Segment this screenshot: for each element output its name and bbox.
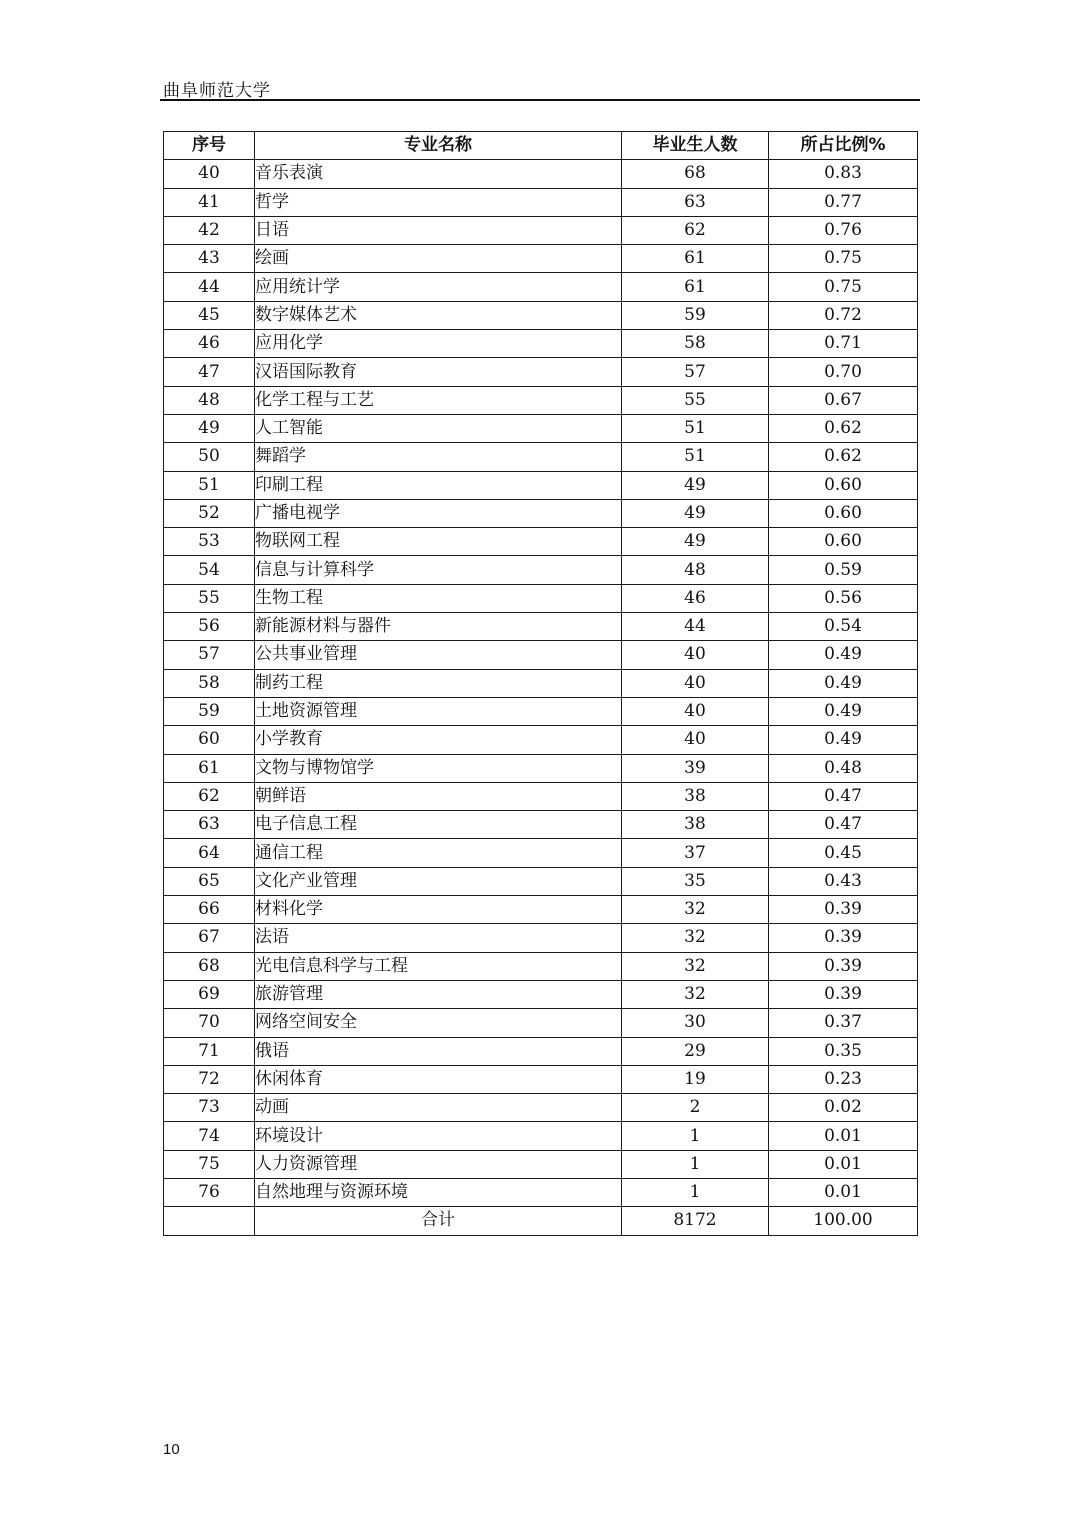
major-name-cell: 光电信息科学与工程 [255,952,622,980]
table-row [164,697,918,725]
major-name-cell: 文物与博物馆学 [255,754,622,782]
percentage-cell: 0.56 [769,584,918,612]
column-header-percent: 所占比例% [769,132,918,160]
row-number-cell: 59 [164,697,255,725]
percentage-cell: 0.67 [769,386,918,414]
row-number-cell: 71 [164,1037,255,1065]
table-row [164,188,918,216]
major-name-cell: 动画 [255,1094,622,1122]
row-number-cell: 73 [164,1094,255,1122]
row-number-cell: 53 [164,528,255,556]
graduate-count-cell: 49 [622,499,769,527]
header-divider [160,99,920,101]
graduate-count-cell: 32 [622,896,769,924]
percentage-cell: 0.76 [769,216,918,244]
table-row [164,499,918,527]
column-header-major: 专业名称 [255,132,622,160]
row-number-cell: 66 [164,896,255,924]
row-number-cell: 60 [164,726,255,754]
table-row [164,641,918,669]
table-row [164,811,918,839]
major-name-cell: 法语 [255,924,622,952]
major-name-cell: 自然地理与资源环境 [255,1178,622,1206]
percentage-cell: 0.62 [769,443,918,471]
major-name-cell: 小学教育 [255,726,622,754]
row-number-cell: 70 [164,1009,255,1037]
percentage-cell: 0.49 [769,697,918,725]
graduate-count-cell: 1 [622,1122,769,1150]
percentage-cell: 0.01 [769,1122,918,1150]
major-name-cell: 制药工程 [255,669,622,697]
graduate-count-cell: 19 [622,1065,769,1093]
table-body [164,160,918,1207]
graduate-count-cell: 1 [622,1150,769,1178]
row-number-cell: 67 [164,924,255,952]
table-row [164,301,918,329]
graduate-count-cell: 35 [622,867,769,895]
graduate-count-cell: 51 [622,414,769,442]
major-name-cell: 环境设计 [255,1122,622,1150]
table-row [164,273,918,301]
total-count: 8172 [622,1207,769,1235]
row-number-cell: 76 [164,1178,255,1206]
graduates-table [163,131,918,1236]
major-name-cell: 应用统计学 [255,273,622,301]
page-number: 10 [163,1441,180,1458]
row-number-cell: 64 [164,839,255,867]
graduate-count-cell: 59 [622,301,769,329]
major-name-cell: 音乐表演 [255,160,622,188]
percentage-cell: 0.72 [769,301,918,329]
major-name-cell: 化学工程与工艺 [255,386,622,414]
percentage-cell: 0.39 [769,896,918,924]
row-number-cell: 68 [164,952,255,980]
table-row [164,386,918,414]
table-row [164,216,918,244]
row-number-cell: 54 [164,556,255,584]
major-name-cell: 旅游管理 [255,980,622,1008]
table-row [164,980,918,1008]
percentage-cell: 0.70 [769,358,918,386]
row-number-cell: 41 [164,188,255,216]
graduate-count-cell: 29 [622,1037,769,1065]
row-number-cell: 55 [164,584,255,612]
table-row [164,896,918,924]
graduate-count-cell: 2 [622,1094,769,1122]
percentage-cell: 0.35 [769,1037,918,1065]
major-name-cell: 休闲体育 [255,1065,622,1093]
major-name-cell: 绘画 [255,245,622,273]
total-label: 合计 [255,1207,622,1235]
percentage-cell: 0.54 [769,613,918,641]
table-row [164,443,918,471]
major-name-cell: 人工智能 [255,414,622,442]
row-number-cell: 42 [164,216,255,244]
row-number-cell: 48 [164,386,255,414]
total-no-cell [164,1207,255,1235]
percentage-cell: 0.60 [769,499,918,527]
column-header-count: 毕业生人数 [622,132,769,160]
major-name-cell: 生物工程 [255,584,622,612]
row-number-cell: 74 [164,1122,255,1150]
table-row [164,754,918,782]
major-name-cell: 人力资源管理 [255,1150,622,1178]
graduate-count-cell: 49 [622,528,769,556]
graduate-count-cell: 61 [622,245,769,273]
table-row [164,867,918,895]
graduate-count-cell: 38 [622,782,769,810]
percentage-cell: 0.39 [769,924,918,952]
percentage-cell: 0.47 [769,782,918,810]
row-number-cell: 62 [164,782,255,810]
major-name-cell: 俄语 [255,1037,622,1065]
major-name-cell: 印刷工程 [255,471,622,499]
table-row [164,669,918,697]
major-name-cell: 文化产业管理 [255,867,622,895]
graduate-count-cell: 48 [622,556,769,584]
graduate-count-cell: 32 [622,980,769,1008]
row-number-cell: 44 [164,273,255,301]
table-row [164,924,918,952]
row-number-cell: 63 [164,811,255,839]
percentage-cell: 0.77 [769,188,918,216]
table-row [164,1178,918,1206]
row-number-cell: 56 [164,613,255,641]
table-row [164,1065,918,1093]
major-name-cell: 日语 [255,216,622,244]
row-number-cell: 50 [164,443,255,471]
percentage-cell: 0.01 [769,1178,918,1206]
row-number-cell: 65 [164,867,255,895]
row-number-cell: 45 [164,301,255,329]
major-name-cell: 数字媒体艺术 [255,301,622,329]
table-row [164,245,918,273]
percentage-cell: 0.49 [769,726,918,754]
graduate-count-cell: 37 [622,839,769,867]
table-header-row [164,132,918,160]
graduate-count-cell: 30 [622,1009,769,1037]
graduate-count-cell: 32 [622,952,769,980]
percentage-cell: 0.45 [769,839,918,867]
row-number-cell: 49 [164,414,255,442]
table-row [164,1094,918,1122]
graduate-count-cell: 51 [622,443,769,471]
percentage-cell: 0.43 [769,867,918,895]
major-name-cell: 应用化学 [255,330,622,358]
row-number-cell: 58 [164,669,255,697]
major-name-cell: 新能源材料与器件 [255,613,622,641]
table-row [164,1009,918,1037]
graduate-count-cell: 61 [622,273,769,301]
graduate-count-cell: 55 [622,386,769,414]
row-number-cell: 52 [164,499,255,527]
table-row [164,782,918,810]
total-percent: 100.00 [769,1207,918,1235]
percentage-cell: 0.62 [769,414,918,442]
graduate-count-cell: 40 [622,669,769,697]
major-name-cell: 舞蹈学 [255,443,622,471]
table-row [164,528,918,556]
major-name-cell: 汉语国际教育 [255,358,622,386]
row-number-cell: 75 [164,1150,255,1178]
table-row [164,358,918,386]
graduate-count-cell: 32 [622,924,769,952]
percentage-cell: 0.49 [769,669,918,697]
percentage-cell: 0.01 [769,1150,918,1178]
table-row [164,414,918,442]
major-name-cell: 物联网工程 [255,528,622,556]
percentage-cell: 0.60 [769,528,918,556]
graduate-count-cell: 40 [622,641,769,669]
table-total-row [164,1207,918,1235]
graduate-count-cell: 63 [622,188,769,216]
percentage-cell: 0.75 [769,245,918,273]
major-name-cell: 信息与计算科学 [255,556,622,584]
graduate-count-cell: 49 [622,471,769,499]
major-name-cell: 土地资源管理 [255,697,622,725]
graduate-count-cell: 57 [622,358,769,386]
table-row [164,1122,918,1150]
major-name-cell: 通信工程 [255,839,622,867]
percentage-cell: 0.49 [769,641,918,669]
row-number-cell: 46 [164,330,255,358]
percentage-cell: 0.02 [769,1094,918,1122]
table-row [164,952,918,980]
graduate-count-cell: 40 [622,697,769,725]
percentage-cell: 0.39 [769,952,918,980]
table-row [164,613,918,641]
graduate-count-cell: 62 [622,216,769,244]
percentage-cell: 0.71 [769,330,918,358]
percentage-cell: 0.47 [769,811,918,839]
percentage-cell: 0.48 [769,754,918,782]
row-number-cell: 61 [164,754,255,782]
table-row [164,1150,918,1178]
table-row [164,160,918,188]
table-row [164,584,918,612]
major-name-cell: 朝鲜语 [255,782,622,810]
table-row [164,330,918,358]
table-row [164,1037,918,1065]
table-row [164,839,918,867]
percentage-cell: 0.23 [769,1065,918,1093]
graduate-count-cell: 38 [622,811,769,839]
graduate-count-cell: 1 [622,1178,769,1206]
percentage-cell: 0.83 [769,160,918,188]
major-name-cell: 公共事业管理 [255,641,622,669]
percentage-cell: 0.37 [769,1009,918,1037]
major-name-cell: 哲学 [255,188,622,216]
table-row [164,556,918,584]
row-number-cell: 43 [164,245,255,273]
row-number-cell: 40 [164,160,255,188]
row-number-cell: 57 [164,641,255,669]
percentage-cell: 0.75 [769,273,918,301]
document-header-title: 曲阜师范大学 [163,81,271,101]
row-number-cell: 72 [164,1065,255,1093]
percentage-cell: 0.39 [769,980,918,1008]
graduate-count-cell: 39 [622,754,769,782]
row-number-cell: 69 [164,980,255,1008]
graduate-count-cell: 68 [622,160,769,188]
row-number-cell: 47 [164,358,255,386]
major-name-cell: 材料化学 [255,896,622,924]
major-name-cell: 电子信息工程 [255,811,622,839]
table-row [164,726,918,754]
graduate-count-cell: 44 [622,613,769,641]
major-name-cell: 网络空间安全 [255,1009,622,1037]
major-name-cell: 广播电视学 [255,499,622,527]
row-number-cell: 51 [164,471,255,499]
graduate-count-cell: 40 [622,726,769,754]
graduate-count-cell: 58 [622,330,769,358]
percentage-cell: 0.59 [769,556,918,584]
column-header-no: 序号 [164,132,255,160]
graduate-count-cell: 46 [622,584,769,612]
table-row [164,471,918,499]
percentage-cell: 0.60 [769,471,918,499]
